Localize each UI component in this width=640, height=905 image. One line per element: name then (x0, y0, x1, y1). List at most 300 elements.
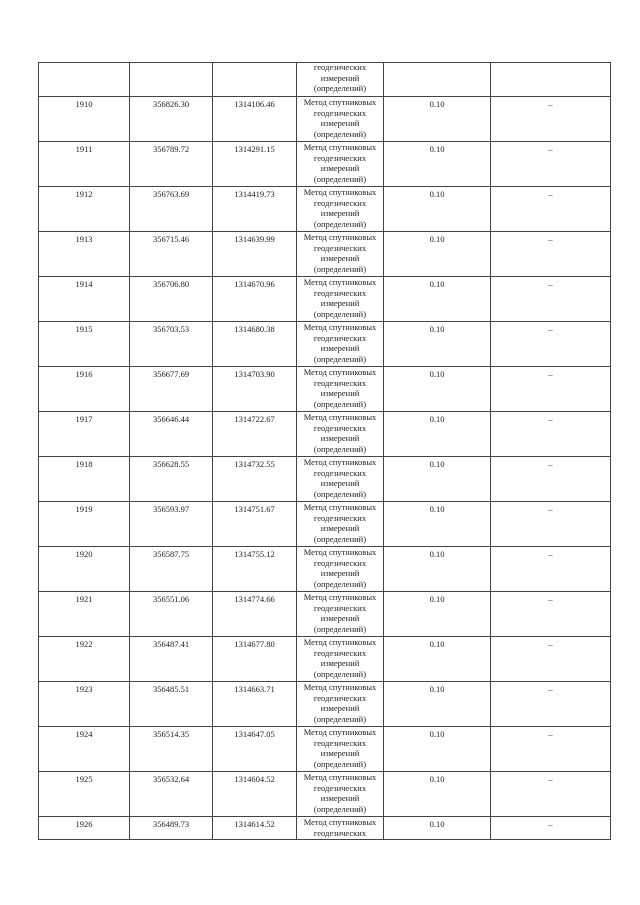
point-number-text: 1926 (75, 819, 93, 829)
method-cell (297, 547, 384, 592)
accuracy-text: 0.10 (429, 189, 445, 199)
description-text: – (548, 459, 553, 469)
method-line: геодезических (313, 827, 367, 838)
y-coordinate-text: 1314670.96 (234, 279, 275, 289)
x-coordinate (130, 232, 213, 277)
method-line: измерений (320, 748, 360, 759)
method-line: Метод спутниковых (303, 772, 377, 782)
description-text: – (548, 684, 553, 694)
accuracy-text: 0.10 (429, 99, 445, 109)
x-coordinate-text: 356487.41 (152, 639, 190, 649)
description (491, 592, 611, 637)
description-text (491, 63, 610, 65)
point-number (39, 547, 130, 592)
y-coordinate (213, 682, 297, 727)
y-coordinate-text: 1314419.73 (234, 189, 275, 199)
table-row (39, 97, 611, 142)
method-line: геодезических (313, 467, 367, 478)
x-coordinate (130, 637, 213, 682)
method-line: геодезических (313, 692, 367, 703)
description-text: – (548, 279, 553, 289)
method-line: измерений (320, 658, 360, 669)
table-row (39, 727, 611, 772)
method-text (297, 412, 383, 454)
y-coordinate-text: 1314291.15 (234, 144, 275, 154)
method-cell (297, 502, 384, 547)
x-coordinate-text: 356715.46 (152, 234, 190, 244)
accuracy (384, 142, 491, 187)
table-row (39, 502, 611, 547)
accuracy-text: 0.10 (429, 684, 445, 694)
x-coordinate (130, 322, 213, 367)
description (491, 97, 611, 142)
accuracy (384, 502, 491, 547)
description-text: – (548, 324, 553, 334)
table-row (39, 367, 611, 412)
accuracy (384, 817, 491, 840)
method-text (297, 232, 383, 274)
method-line: измерений (320, 433, 360, 444)
description-text: – (548, 639, 553, 649)
accuracy (384, 97, 491, 142)
description-text: – (548, 144, 553, 154)
method-text (297, 187, 383, 229)
accuracy-text: 0.10 (429, 549, 445, 559)
point-number (39, 142, 130, 187)
point-number-text: 1922 (75, 639, 93, 649)
accuracy-text: 0.10 (429, 594, 445, 604)
y-coordinate-text: 1314751.67 (234, 504, 275, 514)
accuracy (384, 592, 491, 637)
point-number-text: 1913 (75, 234, 93, 244)
method-line: Метод спутниковых (303, 817, 377, 827)
y-coordinate-text: 1314614.52 (234, 819, 275, 829)
point-number (39, 367, 130, 412)
method-line: (определений) (313, 533, 367, 544)
method-line: измерений (320, 253, 360, 264)
x-coordinate-text: 356789.72 (152, 144, 190, 154)
method-line: (определений) (313, 83, 367, 94)
method-line: измерений (320, 388, 360, 399)
x-coordinate (130, 817, 213, 840)
point-number (39, 412, 130, 457)
point-number-text: 1921 (75, 594, 93, 604)
method-cell (297, 277, 384, 322)
method-line: (определений) (313, 713, 367, 724)
point-number-text: 1920 (75, 549, 93, 559)
y-coordinate (213, 187, 297, 232)
x-coordinate-text: 356593.97 (152, 504, 190, 514)
point-number-text: 1923 (75, 684, 93, 694)
point-number (39, 637, 130, 682)
accuracy-text: 0.10 (429, 639, 445, 649)
accuracy (384, 457, 491, 502)
method-cell (297, 682, 384, 727)
y-coordinate (213, 142, 297, 187)
x-coordinate (130, 502, 213, 547)
x-coordinate (130, 142, 213, 187)
y-coordinate-text: 1314604.52 (234, 774, 275, 784)
y-coordinate-text: 1314732.55 (234, 459, 275, 469)
method-line: (определений) (313, 308, 367, 319)
table-row (39, 457, 611, 502)
accuracy (384, 727, 491, 772)
description (491, 682, 611, 727)
x-coordinate-text: 356485.51 (152, 684, 190, 694)
method-line: геодезических (313, 287, 367, 298)
table-row (39, 637, 611, 682)
accuracy (384, 682, 491, 727)
description-text: – (548, 369, 553, 379)
x-coordinate-text: 356489.73 (152, 819, 190, 829)
point-number-text: 1916 (75, 369, 93, 379)
point-number (39, 187, 130, 232)
accuracy-text: 0.10 (429, 459, 445, 469)
point-number-text: 1917 (75, 414, 93, 424)
method-line: Метод спутниковых (303, 727, 377, 737)
coordinates-table (38, 62, 611, 840)
method-line: геодезических (313, 647, 367, 658)
accuracy-text: 0.10 (429, 504, 445, 514)
accuracy-text: 0.10 (429, 414, 445, 424)
point-number-text: 1915 (75, 324, 93, 334)
y-coordinate (213, 637, 297, 682)
accuracy-text: 0.10 (429, 324, 445, 334)
description-text: – (548, 549, 553, 559)
method-line: геодезических (313, 332, 367, 343)
method-text (297, 547, 383, 589)
point-number (39, 63, 130, 97)
method-line: (определений) (313, 128, 367, 139)
x-coordinate-text: 356706.80 (152, 279, 190, 289)
y-coordinate (213, 367, 297, 412)
y-coordinate (213, 727, 297, 772)
method-line: геодезических (313, 557, 367, 568)
description (491, 142, 611, 187)
method-cell (297, 367, 384, 412)
method-line: геодезических (313, 377, 367, 388)
description-text: – (548, 594, 553, 604)
method-text (297, 97, 383, 139)
method-line: геодезических (313, 197, 367, 208)
point-number-text: 1911 (75, 144, 93, 154)
method-line: геодезических (313, 422, 367, 433)
x-coordinate (130, 727, 213, 772)
table-row (39, 322, 611, 367)
y-coordinate-text: 1314677.80 (234, 639, 275, 649)
description (491, 187, 611, 232)
accuracy-text: 0.10 (429, 279, 445, 289)
x-coordinate-text: 356587.75 (152, 549, 190, 559)
method-text (297, 63, 383, 94)
method-line: Метод спутниковых (303, 187, 377, 197)
method-line: (определений) (313, 668, 367, 679)
description-text: – (548, 99, 553, 109)
accuracy (384, 547, 491, 592)
accuracy (384, 232, 491, 277)
x-coordinate-text (130, 63, 212, 65)
point-number (39, 817, 130, 840)
y-coordinate-text: 1314755.12 (234, 549, 275, 559)
y-coordinate (213, 322, 297, 367)
accuracy-text: 0.10 (429, 774, 445, 784)
accuracy-text: 0.10 (429, 144, 445, 154)
accuracy (384, 187, 491, 232)
point-number-text (39, 63, 129, 65)
description (491, 817, 611, 840)
table-row (39, 142, 611, 187)
method-line: (определений) (313, 443, 367, 454)
method-line: Метод спутниковых (303, 322, 377, 332)
table-row (39, 232, 611, 277)
method-text (297, 502, 383, 544)
point-number (39, 592, 130, 637)
method-line: Метод спутниковых (303, 547, 377, 557)
method-cell (297, 232, 384, 277)
point-number (39, 232, 130, 277)
accuracy (384, 772, 491, 817)
method-line: (определений) (313, 803, 367, 814)
method-line: Метод спутниковых (303, 682, 377, 692)
description (491, 232, 611, 277)
x-coordinate (130, 367, 213, 412)
accuracy (384, 412, 491, 457)
table-row (39, 63, 611, 97)
method-text (297, 727, 383, 769)
x-coordinate (130, 97, 213, 142)
y-coordinate (213, 63, 297, 97)
method-cell (297, 322, 384, 367)
y-coordinate (213, 502, 297, 547)
x-coordinate (130, 412, 213, 457)
method-line: измерений (320, 568, 360, 579)
description (491, 727, 611, 772)
table-row (39, 187, 611, 232)
description (491, 412, 611, 457)
method-text (297, 457, 383, 499)
x-coordinate-text: 356628.55 (152, 459, 190, 469)
coordinates-table-body (39, 63, 611, 840)
method-text (297, 682, 383, 724)
y-coordinate (213, 817, 297, 840)
accuracy-text: 0.10 (429, 819, 445, 829)
point-number (39, 682, 130, 727)
accuracy (384, 367, 491, 412)
point-number-text: 1924 (75, 729, 93, 739)
point-number-text: 1918 (75, 459, 93, 469)
point-number-text: 1910 (75, 99, 93, 109)
method-line: измерений (320, 343, 360, 354)
point-number-text: 1925 (75, 774, 93, 784)
description-text: – (548, 819, 553, 829)
y-coordinate (213, 277, 297, 322)
method-cell (297, 592, 384, 637)
method-cell (297, 817, 384, 840)
method-text (297, 772, 383, 814)
y-coordinate-text (213, 63, 296, 65)
x-coordinate-text: 356551.06 (152, 594, 190, 604)
x-coordinate (130, 63, 213, 97)
point-number (39, 502, 130, 547)
method-text (297, 637, 383, 679)
method-line: (определений) (313, 263, 367, 274)
y-coordinate (213, 457, 297, 502)
method-line: геодезических (313, 782, 367, 793)
description-text: – (548, 774, 553, 784)
accuracy (384, 637, 491, 682)
method-line: (определений) (313, 578, 367, 589)
y-coordinate-text: 1314722.67 (234, 414, 275, 424)
method-line: (определений) (313, 218, 367, 229)
y-coordinate (213, 412, 297, 457)
description-text: – (548, 729, 553, 739)
y-coordinate-text: 1314663.71 (234, 684, 275, 694)
point-number-text: 1912 (75, 189, 93, 199)
method-cell (297, 412, 384, 457)
table-row (39, 412, 611, 457)
point-number-text: 1914 (75, 279, 93, 289)
x-coordinate-text: 356646.44 (152, 414, 190, 424)
description-text: – (548, 414, 553, 424)
accuracy (384, 322, 491, 367)
y-coordinate-text: 1314680.38 (234, 324, 275, 334)
point-number (39, 727, 130, 772)
method-text (297, 367, 383, 409)
method-line: (определений) (313, 398, 367, 409)
point-number (39, 457, 130, 502)
method-line: измерений (320, 793, 360, 804)
point-number (39, 322, 130, 367)
method-cell (297, 187, 384, 232)
table-row (39, 772, 611, 817)
accuracy-text: 0.10 (429, 234, 445, 244)
description (491, 457, 611, 502)
method-line: геодезических (313, 602, 367, 613)
method-line: геодезических (313, 512, 367, 523)
method-cell (297, 142, 384, 187)
y-coordinate (213, 547, 297, 592)
method-line: измерений (320, 703, 360, 714)
y-coordinate-text: 1314703.90 (234, 369, 275, 379)
method-line: геодезических (313, 242, 367, 253)
y-coordinate (213, 772, 297, 817)
method-cell (297, 637, 384, 682)
x-coordinate-text: 356763.69 (152, 189, 190, 199)
description (491, 547, 611, 592)
point-number (39, 772, 130, 817)
x-coordinate (130, 592, 213, 637)
method-line: (определений) (313, 623, 367, 634)
method-line: Метод спутниковых (303, 367, 377, 377)
x-coordinate-text: 356532.64 (152, 774, 190, 784)
x-coordinate-text: 356703.53 (152, 324, 190, 334)
x-coordinate-text: 356514.35 (152, 729, 190, 739)
method-line: (определений) (313, 758, 367, 769)
method-line: Метод спутниковых (303, 457, 377, 467)
x-coordinate (130, 457, 213, 502)
y-coordinate-text: 1314647.05 (234, 729, 275, 739)
method-cell (297, 727, 384, 772)
table-row (39, 817, 611, 840)
method-line: измерений (320, 613, 360, 624)
accuracy-text: 0.10 (429, 369, 445, 379)
description (491, 322, 611, 367)
method-cell (297, 63, 384, 97)
accuracy-text: 0.10 (429, 729, 445, 739)
method-line: Метод спутниковых (303, 232, 377, 242)
method-cell (297, 772, 384, 817)
description-text: – (548, 504, 553, 514)
description-text: – (548, 234, 553, 244)
method-line: (определений) (313, 488, 367, 499)
description-text: – (548, 189, 553, 199)
method-line: геодезических (313, 62, 367, 72)
y-coordinate (213, 232, 297, 277)
method-line: геодезических (313, 107, 367, 118)
y-coordinate-text: 1314639.99 (234, 234, 275, 244)
description (491, 277, 611, 322)
method-line: измерений (320, 163, 360, 174)
accuracy-text (384, 63, 490, 65)
method-line: геодезических (313, 737, 367, 748)
method-text (297, 817, 383, 838)
point-number (39, 277, 130, 322)
method-line: измерений (320, 523, 360, 534)
description (491, 772, 611, 817)
method-line: (определений) (313, 173, 367, 184)
method-text (297, 142, 383, 184)
method-line: измерений (320, 298, 360, 309)
point-number (39, 97, 130, 142)
method-line: измерений (320, 208, 360, 219)
method-line: Метод спутниковых (303, 637, 377, 647)
method-line: измерений (320, 478, 360, 489)
description (491, 637, 611, 682)
method-line: измерений (320, 118, 360, 129)
method-line: Метод спутниковых (303, 412, 377, 422)
method-line: Метод спутниковых (303, 97, 377, 107)
accuracy (384, 277, 491, 322)
x-coordinate (130, 547, 213, 592)
y-coordinate-text: 1314106.46 (234, 99, 275, 109)
method-line: (определений) (313, 353, 367, 364)
method-line: Метод спутниковых (303, 502, 377, 512)
method-cell (297, 457, 384, 502)
x-coordinate (130, 187, 213, 232)
method-line: Метод спутниковых (303, 142, 377, 152)
table-row (39, 592, 611, 637)
table-row (39, 277, 611, 322)
y-coordinate-text: 1314774.66 (234, 594, 275, 604)
method-text (297, 592, 383, 634)
table-row (39, 547, 611, 592)
point-number-text: 1919 (75, 504, 93, 514)
x-coordinate-text: 356677.69 (152, 369, 190, 379)
table-row (39, 682, 611, 727)
description (491, 502, 611, 547)
method-line: измерений (320, 72, 360, 83)
x-coordinate (130, 277, 213, 322)
method-line: Метод спутниковых (303, 277, 377, 287)
description (491, 367, 611, 412)
x-coordinate (130, 682, 213, 727)
y-coordinate (213, 592, 297, 637)
method-text (297, 277, 383, 319)
x-coordinate (130, 772, 213, 817)
method-text (297, 322, 383, 364)
method-cell (297, 97, 384, 142)
method-line: геодезических (313, 152, 367, 163)
